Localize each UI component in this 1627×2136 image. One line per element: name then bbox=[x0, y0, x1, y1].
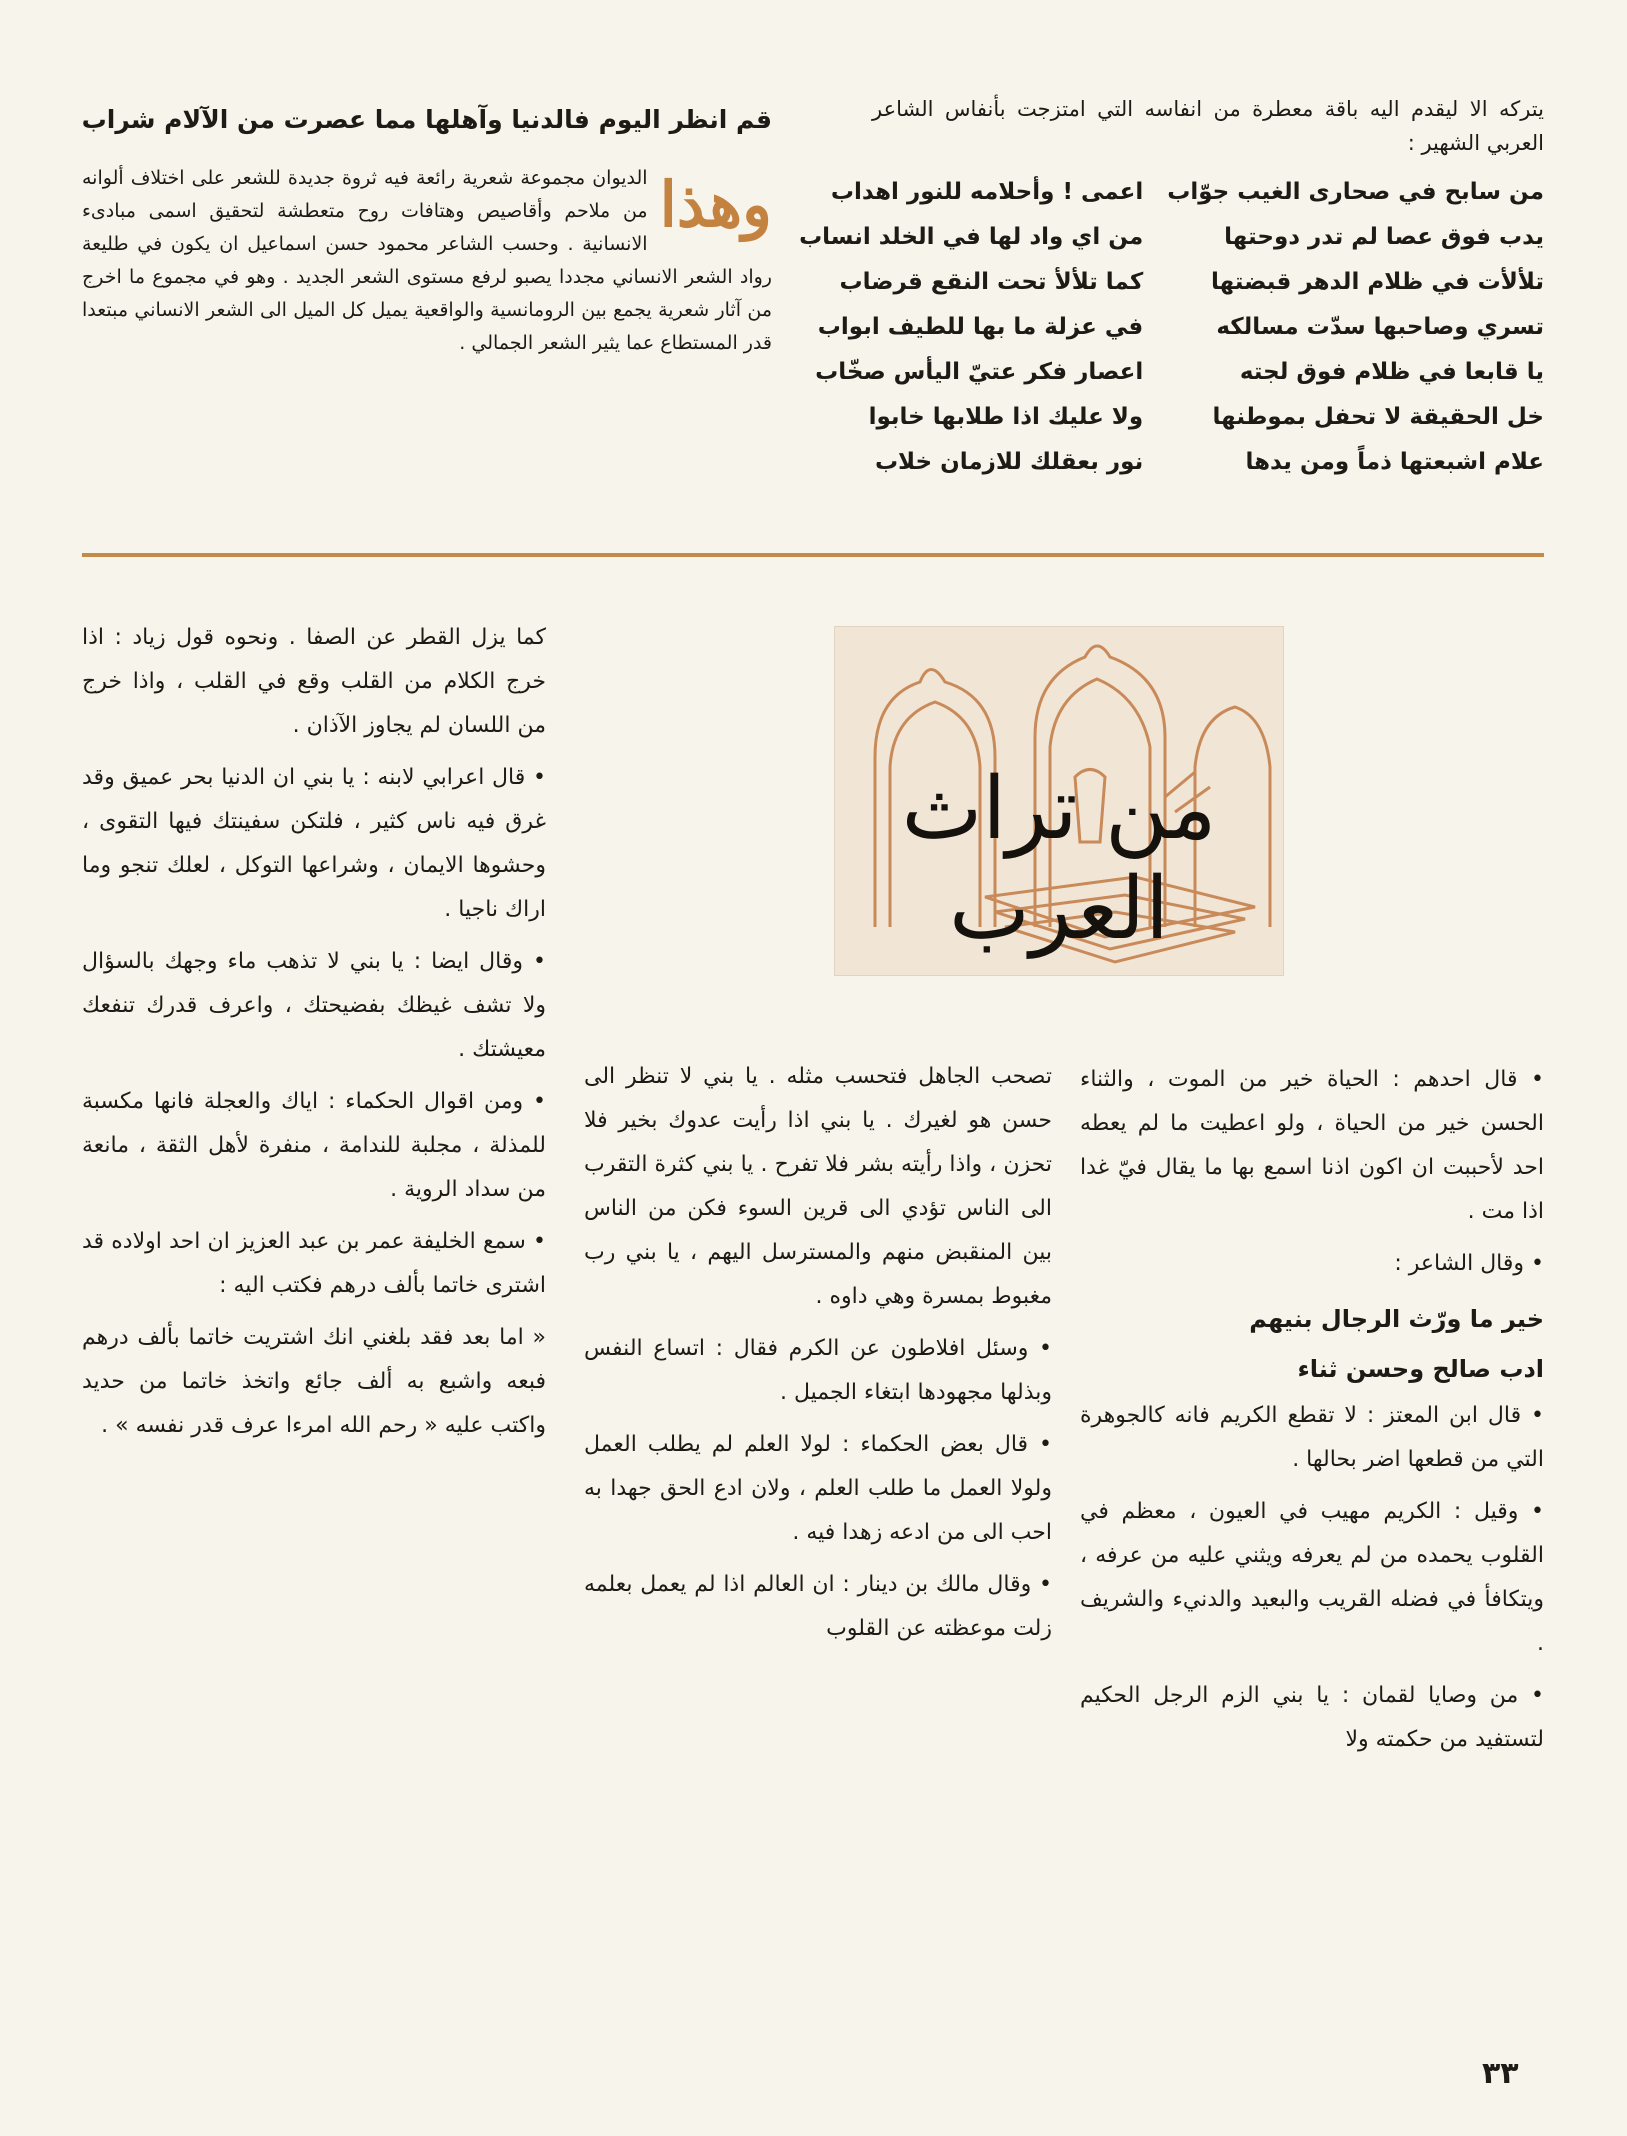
review-brand-word: وهذا bbox=[659, 168, 772, 241]
paragraph: • قال احدهم : الحياة خير من الموت ، والثناء الحسن خير من الحياة ، ولو اعطيت ما لم يعطه احد لأحببت ان اكون اذنا اسمع بها ما يقال فيّ غدا اذا مت . bbox=[1080, 1067, 1544, 1224]
poem-hemistich: يدب فوق عصا لم تدر دوحتها bbox=[1224, 224, 1544, 250]
paragraph: « اما بعد فقد بلغني انك اشتريت خاتما بألف درهم فبعه واشبع به ألف جائع واتخذ خاتما من حديد واكتب عليه « رحم الله امرءا عرف قدر نفسه » . bbox=[82, 1325, 546, 1438]
poem-hemistich: نور بعقلك للازمان خلاب bbox=[874, 449, 1144, 475]
poem-hemistich: علام اشبعتها ذماً ومن يدها bbox=[1245, 449, 1544, 475]
paragraph: • ومن اقوال الحكماء : اياك والعجلة فانها مكسبة للمذلة ، مجلبة للندامة ، منفرة لأهل الثقة ، مانعة من سداد الروية . bbox=[82, 1089, 546, 1202]
paragraph: • وقال ايضا : يا بني لا تذهب ماء وجهك بالسؤال ولا تشف غيظك بفضيحتك ، واعرف قدرك تنفعك معيشتك . bbox=[82, 949, 546, 1062]
column-right bbox=[1080, 1058, 1544, 1770]
review-body bbox=[82, 162, 772, 360]
poem-hemistich: تلألأت في ظلام الدهر قبضتها bbox=[1210, 269, 1544, 295]
poem-hemistich: في عزلة ما بها للطيف ابواب bbox=[817, 314, 1144, 340]
paragraph: • وقال مالك بن دينار : ان العالم اذا لم يعمل بعلمه زلت موعظته عن القلوب bbox=[584, 1572, 1052, 1641]
paragraph: كما يزل القطر عن الصفا . ونحوه قول زياد : اذا خرج الكلام من القلب وقع في القلب ، واذا خرج من اللسان لم يجاوز الآذان . bbox=[82, 625, 546, 738]
heritage-title: من تراث العرب bbox=[901, 759, 1217, 959]
column-middle bbox=[584, 1055, 1052, 1659]
intro-section bbox=[799, 92, 1544, 485]
verse-line: خير ما ورّث الرجال بنيهم bbox=[1249, 1305, 1544, 1333]
poem-hemistich: اعمى ! وأحلامه للنور اهداب bbox=[830, 179, 1144, 205]
paragraph: تصحب الجاهل فتحسب مثله . يا بني لا تنظر الى حسن هو لغيرك . يا بني اذا رأيت عدوك بخير فلا تحزن ، واذا رأيته بشر فلا تفرح . يا بني كثرة التقرب الى الناس تؤدي الى قرين السوء فكن من الناس بين المنقبض منهم والمسترسل اليهم ، يا بني رب مغبوط بمسرة وهي داوه . bbox=[584, 1064, 1052, 1309]
poem-hemistich: تسري وصاحبها سدّت مسالكه bbox=[1216, 314, 1544, 340]
column-left bbox=[82, 616, 546, 1456]
paragraph: • قال ابن المعتز : لا تقطع الكريم فانه كالجوهرة التي من قطعها اضر بحالها . bbox=[1080, 1403, 1544, 1472]
poem-hemistich: اعصار فكر عتيّ اليأس صخّاب bbox=[815, 359, 1144, 385]
poem bbox=[799, 170, 1544, 485]
poem-hemistich: يا قابعا في ظلام فوق لجته bbox=[1239, 359, 1544, 385]
verse-line: ادب صالح وحسن ثناء bbox=[1297, 1355, 1544, 1383]
paragraph: • وقيل : الكريم مهيب في العيون ، معظم في القلوب يحمده من لم يعرفه ويثني عليه من عرفه ، ويتكافأ في فضله القريب والبعيد والدنيء والشريف . bbox=[1080, 1499, 1544, 1656]
section-divider bbox=[82, 553, 1544, 557]
paragraph: • من وصايا لقمان : يا بني الزم الرجل الحكيم لتستفيد من حكمته ولا bbox=[1080, 1683, 1544, 1752]
review-section bbox=[82, 100, 772, 360]
paragraph: • قال بعض الحكماء : لولا العلم لم يطلب العمل ولولا العمل ما طلب العلم ، ولان ادع الحق جهدا به احب الى من ادعه زهدا فيه . bbox=[584, 1432, 1052, 1545]
poem-hemistich: من سابح في صحارى الغيب جوّاب bbox=[1167, 179, 1544, 205]
page-number: ٣٣ bbox=[1482, 2056, 1519, 2091]
poem-hemistich: من اي واد لها في الخلد انساب bbox=[799, 224, 1144, 250]
paragraph: • قال اعرابي لابنه : يا بني ان الدنيا بحر عميق وقد غرق فيه ناس كثير ، فلتكن سفينتك فيها التقوى ، وحشوها الايمان ، وشراعها التوكل ، لعلك تنجو وما اراك ناجيا . bbox=[82, 765, 546, 922]
heritage-illustration bbox=[834, 626, 1284, 976]
poem-hemistich: خل الحقيقة لا تحفل بموطنها bbox=[1212, 404, 1544, 430]
paragraph: • وقال الشاعر : bbox=[1394, 1251, 1544, 1276]
review-text: الديوان مجموعة شعرية رائعة فيه ثروة جديدة للشعر على اختلاف ألوانه من ملاحم وأقاصيص وهتافات روح متعطشة لتحقيق اسمى مبادىء الانسانية . وحسب الشاعر محمود حسن اسماعيل ان يكون في طليعة رواد الشعر الانساني مجددا يصبو لرفع مستوى الشعر الجديد . وهو في مجموع ما اخرج من آثار شعرية يجمع بين الرومانسية والواقعية يميل كل الميل الى الشعر الانساني مبتعدا قدر المستطاع عما يثير الشعر الجمالي . bbox=[82, 167, 772, 354]
review-headline: قم انظر اليوم فالدنيا وآهلها مما عصرت من الآلام شراب bbox=[81, 105, 772, 134]
paragraph: • وسئل افلاطون عن الكرم فقال : اتساع النفس وبذلها مجهودها ابتغاء الجميل . bbox=[584, 1336, 1052, 1405]
poem-hemistich: كما تلألأ تحت النقع قرضاب bbox=[839, 269, 1144, 295]
poem-hemistich: ولا عليك اذا طلابها خابوا bbox=[868, 404, 1144, 430]
paragraph: • سمع الخليفة عمر بن عبد العزيز ان احد اولاده قد اشترى خاتما بألف درهم فكتب اليه : bbox=[82, 1229, 546, 1298]
intro-text: يتركه الا ليقدم اليه باقة معطرة من انفاسه التي امتزجت بأنفاس الشاعر العربي الشهير : bbox=[872, 97, 1544, 155]
